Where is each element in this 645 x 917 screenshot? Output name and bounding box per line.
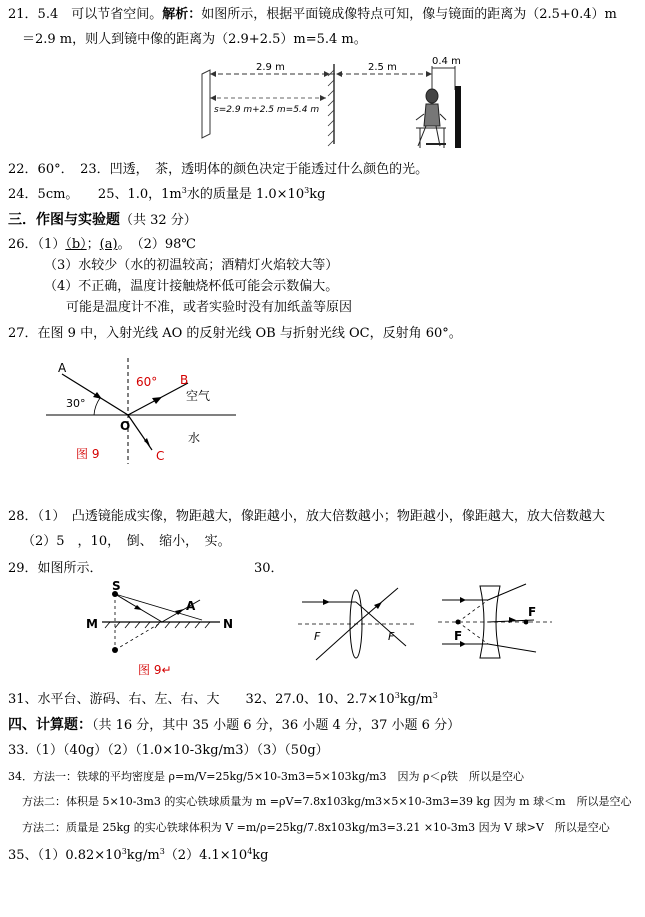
fig29-caption: 图 9↵ xyxy=(138,663,172,677)
label-A29: A xyxy=(186,599,196,613)
q33-line: 33.（1）（40g）（2）（1.0×10-3kg/m3）（3）（50g） xyxy=(8,743,329,758)
q27-line: 27．在图 9 中，入射光线 AO 的反射光线 OB 与折射光线 OC，反射角 60°。 xyxy=(8,326,462,341)
fig9-caption: 图 9 xyxy=(76,447,100,461)
label-S: S xyxy=(112,579,121,593)
q24-sup1: 3 xyxy=(181,186,187,195)
label-water: 水 xyxy=(188,431,201,445)
q31-sup1: 3 xyxy=(394,691,400,700)
section-3-title: 三．作图与实验题 xyxy=(8,212,120,228)
q24-unit: kg xyxy=(309,187,326,202)
angle-arc xyxy=(94,398,100,415)
dim-0.4: 0.4 m xyxy=(432,56,461,67)
q35-sup2: 3 xyxy=(159,847,165,856)
q21-line1 xyxy=(8,6,617,24)
q26-line3: （3）水较少（水的初温较高；酒精灯火焰较大等） xyxy=(44,258,339,273)
q31-text: 31、水平台、游码、右、左、右、大 32、27.0、10、2.7×10 xyxy=(8,692,395,707)
q34-line2: 方法二：体积是 5×10-3m3 的实心铁球质量为 m =ρV=7.8x103kg/m3×5×10-3m3=39 kg 因为 m 球＜m 所以是空心 xyxy=(22,795,632,808)
label-air: 空气 xyxy=(186,389,211,403)
section-4-title: 四、计算题： xyxy=(8,717,92,733)
q26-line1 xyxy=(8,236,196,254)
label-N: N xyxy=(223,617,234,631)
q21-label: 解析： xyxy=(162,7,202,22)
q26-line5: 可能是温度计不准，或者实验时没有加纸盖等原因 xyxy=(66,300,353,315)
q24-sup2: 3 xyxy=(304,186,310,195)
label-B: B xyxy=(180,373,189,387)
label-O: O xyxy=(120,419,131,433)
section-3-heading xyxy=(8,211,197,230)
label-A: A xyxy=(58,361,67,375)
q26-a: (a) xyxy=(99,237,118,252)
q34-line1: 34．方法一：铁球的平均密度是 ρ=m/V=25kg/5×10-3m3=5×103kg/m3 因为 ρ＜ρ铁 所以是空心 xyxy=(8,770,524,783)
q31-line xyxy=(8,691,438,709)
label-M: M xyxy=(86,617,98,631)
q35-line xyxy=(8,847,268,865)
fig30-convex-lens xyxy=(294,586,418,666)
q35-sup3: 4 xyxy=(247,847,253,856)
q26-num: 26．（1） xyxy=(8,237,66,252)
label-F-right: F xyxy=(388,630,395,643)
q26-sep: ； xyxy=(86,237,100,252)
q21-explain: 如图所示，根据平面镜成像特点可知，像与镜面的距离为（2.5+0.4）m xyxy=(201,7,617,22)
fig30-concave-lens xyxy=(436,582,556,664)
dim-2.9: 2.9 m xyxy=(256,62,285,73)
section-3-score: （共 32 分） xyxy=(120,213,197,228)
q35-unit2: kg xyxy=(252,848,269,863)
fig29-mirror xyxy=(80,578,240,680)
q28-line1: 28．（1） 凸透镜能成实像，物距越大，像距越小，放大倍数越小；物距越小，像距越大，放大倍数越大 xyxy=(8,509,605,524)
q30-line: 30． xyxy=(254,561,284,576)
label-F-concave-right: F xyxy=(528,605,537,619)
angle-60: 60° xyxy=(136,375,158,389)
refracted-ray xyxy=(128,415,152,450)
q26-b: （b） xyxy=(65,237,87,252)
q24-text: 24．5cm。 25、1.0，1m xyxy=(8,187,182,202)
section-4-heading xyxy=(8,716,460,735)
distance-formula: s=2.9 m+2.5 m=5.4 m xyxy=(214,105,320,115)
q35-unit1: kg/m xyxy=(126,848,160,863)
q31-unit: kg/m xyxy=(399,692,433,707)
dim-2.5: 2.5 m xyxy=(368,62,397,73)
section-4-score: （共 16 分，其中 35 小题 6 分，36 小题 4 分，37 小题 6 分） xyxy=(92,718,461,733)
q35-text2: （2）4.1×10 xyxy=(164,848,248,863)
q29-line: 29．如图所示． xyxy=(8,561,103,576)
fig9-refraction xyxy=(40,352,250,470)
angle-30: 30° xyxy=(66,397,86,410)
q31-sup2: 3 xyxy=(432,691,438,700)
q35-sup1: 3 xyxy=(121,847,127,856)
label-C: C xyxy=(156,449,165,463)
q24-text2: 水的质量是 1.0×10 xyxy=(186,187,305,202)
q21-line2: ＝2.9 m，则人到镜中像的距离为（2.9+2.5）m=5.4 m。 xyxy=(22,32,367,47)
girl-figure xyxy=(416,89,446,148)
real-mirror xyxy=(455,86,461,148)
label-F-left: F xyxy=(314,630,321,643)
mirror-figure xyxy=(196,56,466,154)
q21-answer: 21．5.4 可以节省空间。 xyxy=(8,7,163,22)
q26-line4: （4）不正确，温度计接触烧杯低可能会示数偏大。 xyxy=(44,279,339,294)
q28-line2: （2）5 ，10， 倒、 缩小， 实。 xyxy=(22,534,231,549)
q34-line3: 方法二：质量是 25kg 的实心铁球体积为 V =m/ρ=25kg/7.8x103kg/m3=3.21 ×10-3m3 因为 V 球>V 所以是空心 xyxy=(22,821,610,834)
q26-98: 。 （2）98℃ xyxy=(117,237,196,252)
q35-text1: 35、（1）0.82×10 xyxy=(8,848,122,863)
label-F-concave-left: F xyxy=(454,629,463,643)
q24-line xyxy=(8,186,325,204)
virtual-mirror-left xyxy=(202,70,210,138)
q22-line: 22．60°． 23．凹透， 茶，透明体的颜色决定于能透过什么颜色的光。 xyxy=(8,162,429,177)
